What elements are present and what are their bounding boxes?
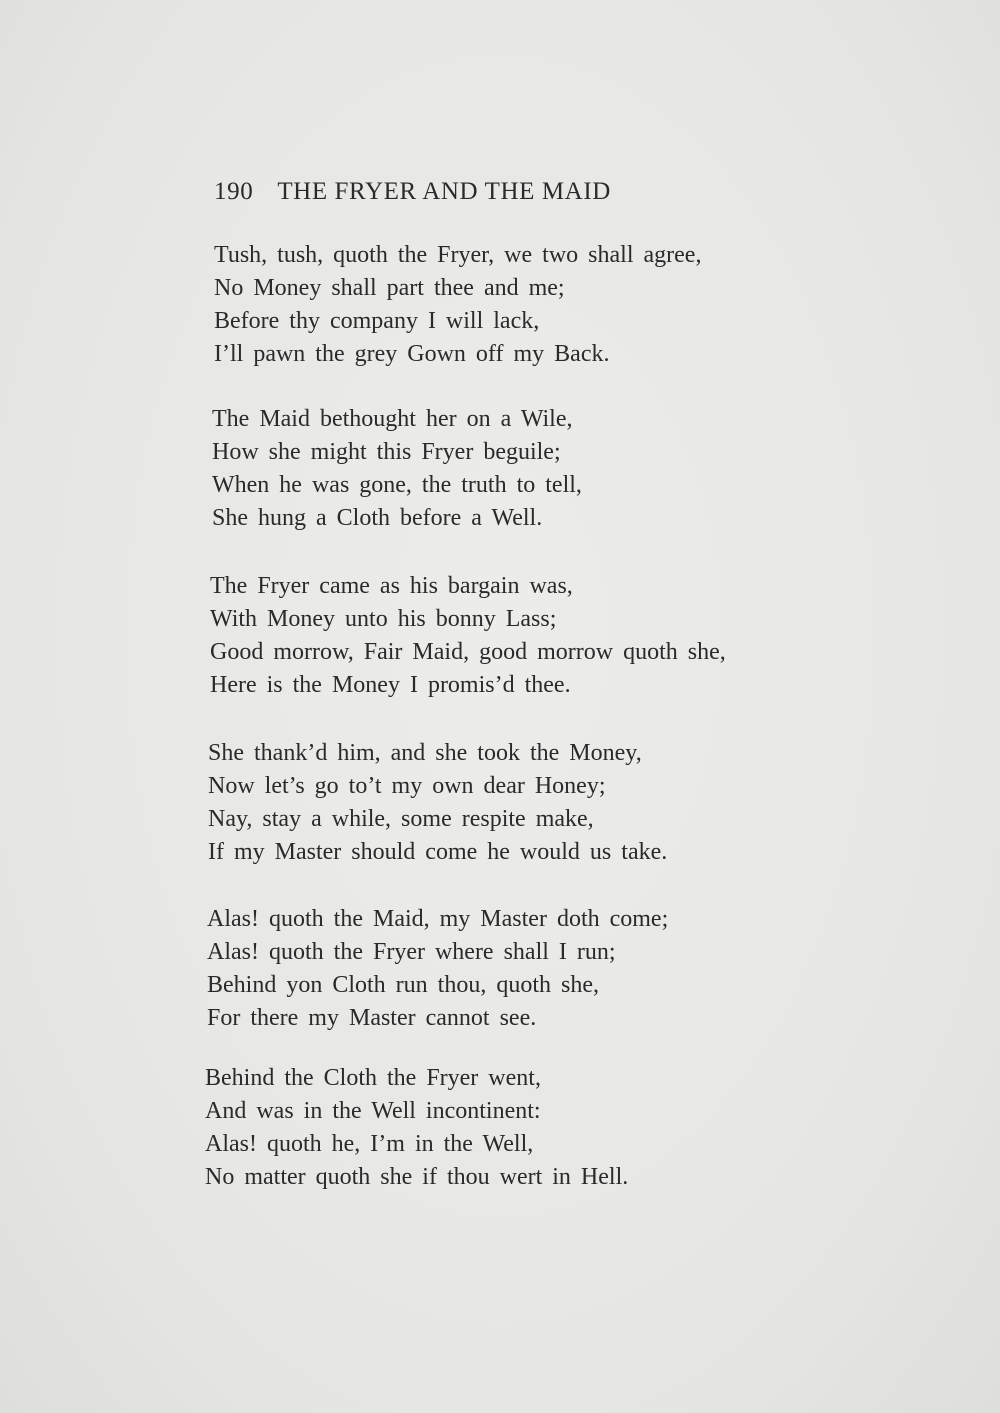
page-number: 190 (214, 178, 254, 205)
running-head (214, 178, 774, 212)
verse-line: She hung a Cloth before a Well. (212, 505, 543, 531)
stanza (208, 737, 828, 869)
stanza (207, 903, 827, 1035)
verse-line: Here is the Money I promis’d thee. (210, 672, 571, 698)
verse-line: The Fryer came as his bargain was, (210, 573, 573, 599)
verse-line: Behind yon Cloth run thou, quoth she, (207, 972, 599, 998)
stanza (205, 1062, 825, 1194)
verse-line: Nay, stay a while, some respite make, (208, 806, 594, 832)
verse-line: Before thy company I will lack, (214, 308, 540, 334)
verse-line: She thank’d him, and she took the Money, (208, 740, 642, 766)
stanza (212, 403, 832, 535)
verse-line: With Money unto his bonny Lass; (210, 606, 557, 632)
verse-line: Alas! quoth the Fryer where shall I run; (207, 939, 616, 965)
stanza (214, 239, 834, 371)
verse-line: No matter quoth she if thou wert in Hell. (205, 1164, 629, 1190)
verse-line: And was in the Well incontinent: (205, 1098, 541, 1124)
running-title: THE FRYER AND THE MAID (277, 178, 611, 205)
verse-line: Good morrow, Fair Maid, good morrow quoth she, (210, 639, 726, 665)
verse-line: Behind the Cloth the Fryer went, (205, 1065, 541, 1091)
verse-line: I’ll pawn the grey Gown off my Back. (214, 341, 610, 367)
verse-line: When he was gone, the truth to tell, (212, 472, 582, 498)
verse-line: For there my Master cannot see. (207, 1005, 537, 1031)
verse-line: Alas! quoth the Maid, my Master doth come; (207, 906, 669, 932)
verse-line: Tush, tush, quoth the Fryer, we two shall agree, (214, 242, 702, 268)
verse-line: How she might this Fryer beguile; (212, 439, 561, 465)
verse-line: No Money shall part thee and me; (214, 275, 565, 301)
stanza (210, 570, 830, 702)
verse-line: Now let’s go to’t my own dear Honey; (208, 773, 606, 799)
verse-line: Alas! quoth he, I’m in the Well, (205, 1131, 534, 1157)
verse-line: The Maid bethought her on a Wile, (212, 406, 573, 432)
verse-line: If my Master should come he would us take. (208, 839, 668, 865)
